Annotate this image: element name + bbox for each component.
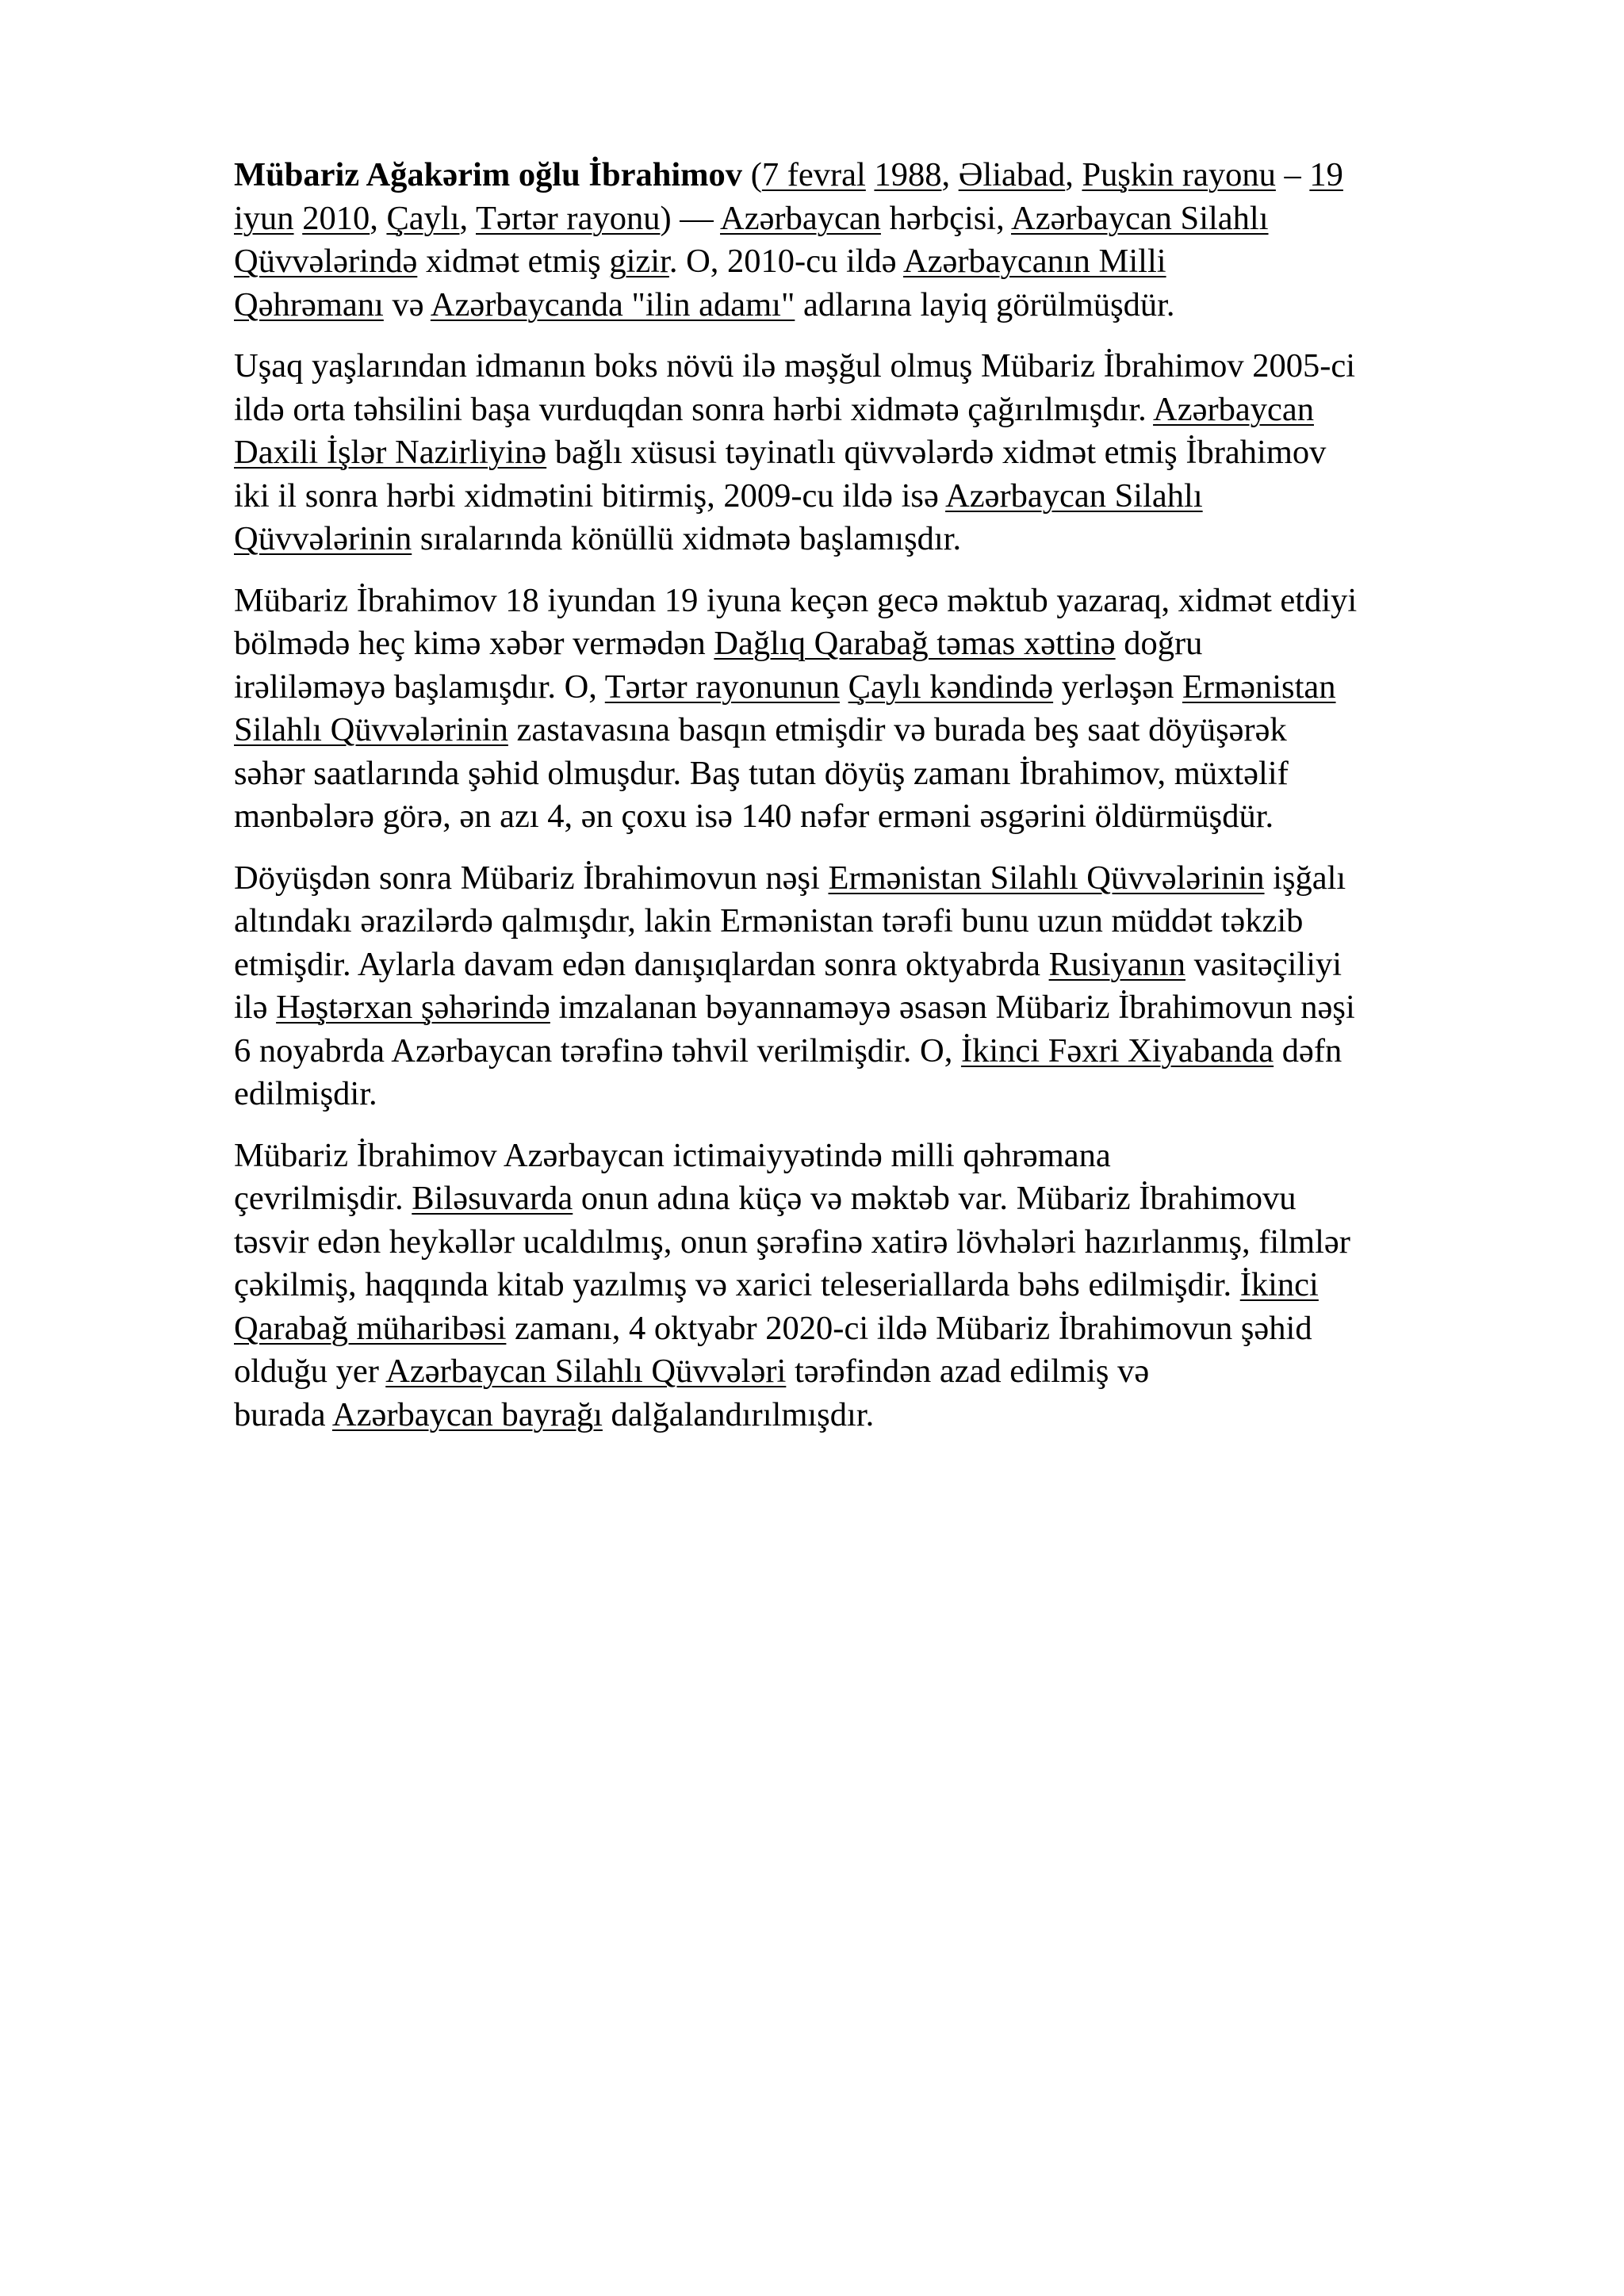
text-segment: bağlı xüsusi təyinatlı qüvvələrdə xidmət etmiş İbrahimov iki il sonra hərbi xidmətini bitirmiş, 2009-cu ildə isə: [234, 434, 1327, 515]
article-link[interactable]: Tərtər rayonu: [476, 199, 661, 237]
article-link[interactable]: Çaylı kəndində: [848, 668, 1054, 706]
text-segment: Mübariz İbrahimov Azərbaycan ictimaiyyətində milli qəhrəmana çevrilmişdir.: [234, 1136, 1111, 1217]
text-segment: Döyüşdən sonra Mübariz İbrahimovun nəşi: [234, 859, 829, 897]
article-link[interactable]: 1988: [874, 156, 942, 193]
article-link[interactable]: İkinci Fəxri Xiyabanda: [960, 1031, 1274, 1070]
article-link[interactable]: Həştərxan şəhərində: [276, 989, 550, 1026]
text-segment: ,: [459, 199, 476, 237]
article-link[interactable]: Əliabad: [958, 156, 1066, 193]
article-link[interactable]: Puşkin rayonu: [1082, 156, 1276, 193]
article-link[interactable]: Biləsuvarda: [412, 1180, 573, 1217]
article-link[interactable]: Azərbaycan bayrağı: [331, 1395, 603, 1433]
text-segment: ,: [941, 156, 959, 193]
text-segment: zamanı, 4 oktyabr 2020-ci ildə Mübariz İbrahimovun şəhid olduğu yer: [234, 1309, 1312, 1390]
text-segment: Uşaq yaşlarından idmanın boks növü ilə məşğul olmuş Mübariz İbrahimov 2005-ci ildə orta təhsilini başa vurduqdan sonra hərbi xidmətə çağırılmışdır.: [234, 347, 1356, 428]
article-body: [234, 154, 1519, 1455]
article-link[interactable]: Dağlıq Qarabağ təmas xəttinə: [714, 625, 1116, 662]
article-link[interactable]: Azərbaycan Silahlı Qüvvələrinin: [234, 476, 1203, 557]
article-link[interactable]: Çaylı: [386, 199, 460, 237]
text-segment: işğalı altındakı ərazilərdə qalmışdır, lakin Ermənistan tərəfi bunu uzun müddət təkzib etmişdir. Aylarla davam edən danışıqlardan sonra oktyabrda: [234, 859, 1346, 983]
text-segment: ,: [1065, 156, 1082, 193]
text-segment: (: [742, 156, 762, 193]
text-segment: vasitəçiliyi ilə: [234, 945, 1342, 1026]
text-segment: tərəfindən azad edilmiş və burada: [234, 1353, 1150, 1433]
text-segment: sıralarında könüllü xidmətə başlamışdır.: [412, 520, 962, 557]
article-link[interactable]: İkinci Qarabağ müharibəsi: [234, 1266, 1319, 1347]
article-link[interactable]: Azərbaycan Silahlı Qüvvələri: [385, 1353, 787, 1390]
article-link[interactable]: Tərtər rayonunun: [604, 668, 840, 706]
text-segment: [294, 200, 303, 237]
article-link[interactable]: Azərbaycanda "ilin adamı": [430, 285, 795, 323]
text-segment: xidmət etmiş: [417, 243, 610, 280]
article-link[interactable]: Azərbaycan Silahlı Qüvvələrində: [234, 199, 1269, 280]
paragraph-4: [234, 857, 1519, 1116]
article-link[interactable]: Rusiyanın: [1048, 945, 1185, 983]
article-link[interactable]: gizir: [609, 243, 669, 280]
text-segment: imzalanan bəyannaməyə əsasən Mübariz İbrahimovun nəşi 6 noyabrda Azərbaycan tərəfinə təhvil verilmişdir. O,: [234, 989, 1355, 1070]
text-segment: adlarına layiq görülmüşdür.: [795, 285, 1175, 323]
text-segment: zastavasına basqın etmişdir və burada beş saat döyüşərək səhər saatlarında şəhid olmuşdur. Baş tutan döyüş zamanı İbrahimov, müxtəlif mənbələrə görə, ən azı 4, ən çoxu isə 140 nəfər erməni əsgərini öldürmüşdür.: [234, 711, 1289, 835]
text-segment: ,: [370, 199, 387, 237]
article-title-term: Mübariz Ağakərim oğlu İbrahimov: [234, 156, 743, 193]
article-link[interactable]: 7 fevral: [761, 156, 866, 193]
text-segment: yerləşən: [1053, 668, 1182, 706]
text-segment: Mübariz İbrahimov 18 iyundan 19 iyuna keçən gecə məktub yazaraq, xidmət etdiyi bölmədə heç kimə xəbər vermədən: [234, 581, 1358, 662]
paragraph-2: [234, 345, 1519, 561]
text-segment: [866, 156, 875, 193]
text-segment: dalğalandırılmışdır.: [602, 1395, 875, 1433]
paragraph-1: [234, 154, 1519, 327]
text-segment: və: [383, 285, 431, 323]
text-segment: . O, 2010-cu ildə: [668, 243, 903, 280]
article-link[interactable]: 19 iyun: [234, 156, 1343, 237]
paragraph-3: [234, 580, 1519, 839]
text-segment: dəfn edilmişdir.: [234, 1031, 1342, 1112]
article-link[interactable]: Ermənistan Silahlı Qüvvələrinin: [234, 668, 1336, 748]
article-link[interactable]: Azərbaycan: [720, 199, 881, 237]
article-link[interactable]: Azərbaycanın Milli Qəhrəmanı: [234, 243, 1166, 323]
text-segment: hərbçisi,: [880, 199, 1012, 237]
article-link[interactable]: Ermənistan Silahlı Qüvvələrinin: [828, 859, 1265, 897]
text-segment: onun adına küçə və məktəb var. Mübariz İbrahimovu təsvir edən heykəllər ucaldılmış, onun şərəfinə xatirə lövhələri hazırlanmış, filmlər çəkilmiş, haqqında kitab yazılmış və xarici teleseriallarda bəhs edilmişdir.: [234, 1180, 1350, 1303]
text-segment: doğru irəliləməyə başlamışdır. O,: [234, 625, 1203, 706]
article-link[interactable]: 2010: [302, 199, 370, 237]
article-link[interactable]: Azərbaycan Daxili İşlər Nazirliyinə: [234, 390, 1314, 471]
text-segment: ) —: [660, 199, 721, 237]
text-segment: [840, 668, 848, 706]
text-segment: –: [1275, 156, 1310, 193]
paragraph-5: [234, 1135, 1519, 1437]
